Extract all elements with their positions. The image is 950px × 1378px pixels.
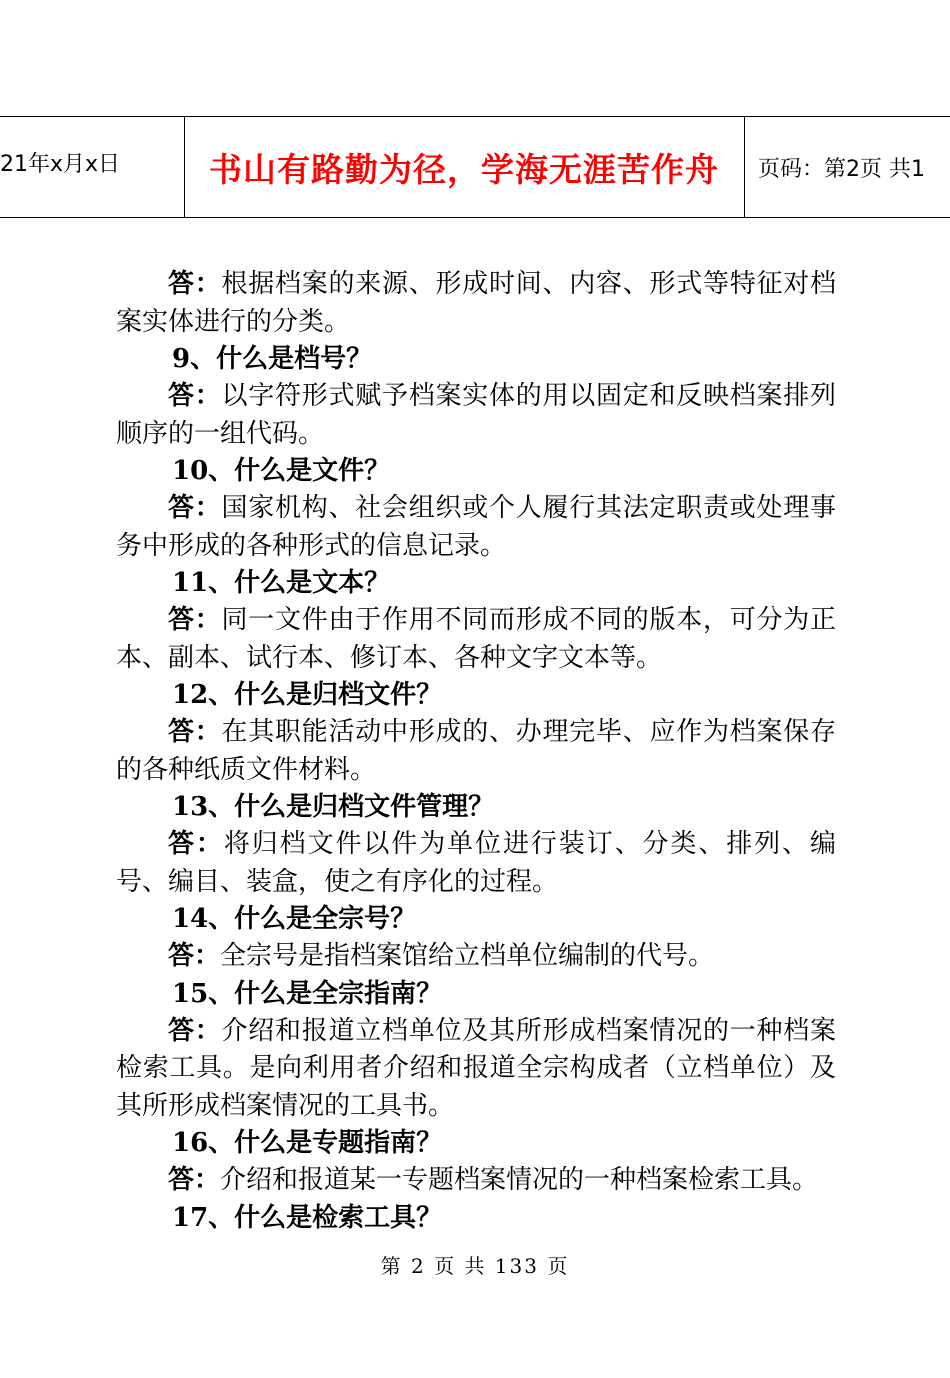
answer-paragraph (116, 826, 836, 901)
answer-text: 全宗号是指档案馆给立档单位编制的代号。 (220, 941, 715, 971)
answer-paragraph (116, 938, 836, 976)
answer-label: 答： (168, 381, 222, 411)
header-date: 21年x月x日 (0, 151, 121, 177)
answer-text: 根据档案的来源、形成时间、内容、形式等特征对档案实体进行的分类。 (116, 269, 836, 337)
question-heading: 15、什么是全宗指南？ (172, 978, 443, 1009)
answer-paragraph (116, 714, 836, 789)
answer-text: 在其职能活动中形成的、办理完毕、应作为档案保存的各种纸质文件材料。 (116, 717, 836, 785)
answer-text: 将归档文件以件为单位进行装订、分类、排列、编号、编目、装盒，使之有序化的过程。 (116, 829, 836, 897)
header-page-cell (746, 117, 950, 217)
answer-text: 介绍和报道立档单位及其所形成档案情况的一种档案检索工具。是向利用者介绍和报道全宗构成者（立档单位）及其所形成档案情况的工具书。 (116, 1015, 836, 1121)
question-heading: 17、什么是检索工具？ (172, 1202, 443, 1233)
answer-paragraph (116, 1013, 836, 1126)
header-page-info: 页码：第2页 共1 (758, 156, 925, 182)
header-motto: 书山有路勤为径，学海无涯苦作舟 (209, 149, 719, 189)
answer-label: 答： (168, 269, 222, 299)
answer-paragraph (116, 1162, 836, 1200)
answer-paragraph (116, 490, 836, 565)
answer-label: 答： (168, 1015, 222, 1046)
question-heading: 11、什么是文本？ (172, 568, 391, 598)
answer-label: 答： (168, 605, 222, 635)
question-heading: 16、什么是专题指南？ (172, 1128, 443, 1158)
answer-text: 同一文件由于作用不同而形成不同的版本，可分为正本、副本、试行本、修订本、各种文字文本等。 (116, 605, 836, 673)
answer-label: 答： (168, 493, 222, 523)
answer-text: 以字符形式赋予档案实体的用以固定和反映档案排列顺序的一组代码。 (116, 381, 836, 449)
question-heading: 9、什么是档号？ (172, 344, 373, 374)
answer-label: 答： (168, 1165, 221, 1195)
answer-paragraph (116, 378, 836, 453)
answer-label: 答： (168, 941, 221, 971)
answer-text: 介绍和报道某一专题档案情况的一种档案检索工具。 (220, 1165, 819, 1195)
question-heading: 12、什么是归档文件？ (172, 680, 443, 710)
answer-paragraph (116, 266, 836, 341)
header-date-cell (0, 117, 185, 217)
page-header (0, 116, 950, 218)
answer-text: 国家机构、社会组织或个人履行其法定职责或处理事务中形成的各种形式的信息记录。 (116, 493, 836, 561)
answer-label: 答： (168, 829, 224, 859)
answer-label: 答： (168, 717, 222, 747)
answer-paragraph (116, 602, 836, 677)
header-motto-cell (184, 117, 745, 217)
question-heading: 10、什么是文件？ (172, 456, 391, 486)
question-heading: 14、什么是全宗号？ (172, 904, 417, 934)
question-heading: 13、什么是归档文件管理？ (172, 792, 495, 822)
document-body (116, 266, 836, 1237)
page-footer: 第 2 页 共 133 页 (380, 1254, 570, 1278)
